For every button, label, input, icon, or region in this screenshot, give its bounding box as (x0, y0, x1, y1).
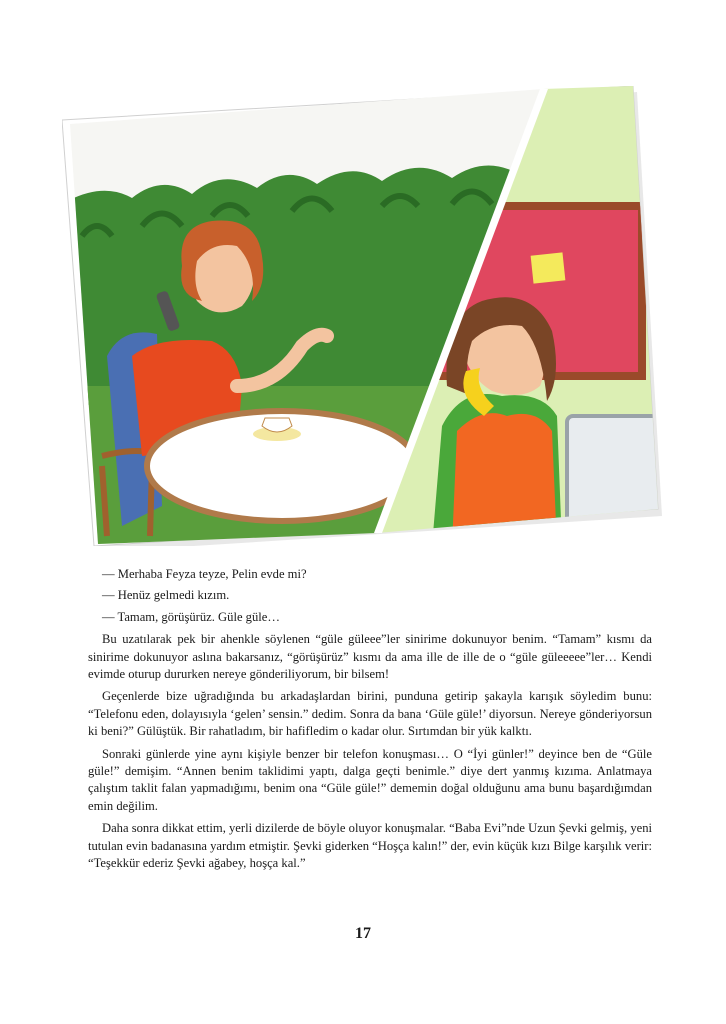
computer-monitor (567, 416, 662, 546)
paragraph-1: Bu uzatılarak pek bir ahenkle söylenen “güle güleee”ler sinirime dokunuyor benim. “Tamam” kısmı da sinirime dokunuyor aslına bakarsanız, “görüşürüz” kısmı da ama ille de ille de o “güle güleeeee”ler… Kendi evimde oturup dururken nereye gönderiliyorum, bir bilsem! (88, 632, 652, 682)
sticky-note (531, 252, 566, 283)
dialogue-line-2: — Henüz gelmedi kızım. (102, 588, 230, 603)
story-text (88, 566, 652, 873)
paragraph-3: Sonraki günlerde yine aynı kişiyle benzer bir telefon konuşması… O “İyi günler!” deyince ben de “Güle güle!” demişim. “Annen benim taklidimi yaptı, dalga geçti benimle.” diye dert yanmış kızıma. Anlatmaya çalıştım taklit falan yapmadığımı, benim ona “Güle güle!” dememin doğal olduğunu ama bunu başardığımdan emin değilim. (88, 746, 652, 813)
dialogue-line-3: — Tamam, görüşürüz. Güle güle… (102, 609, 280, 624)
paragraph-2: Geçenlerde bize uğradığında bu arkadaşlardan birini, punduna getirip şakayla karışık söyledim bunu: “Telefonu eden, dolayısıyla ‘gelen’ sensin.” dedim. Sonra da bana ‘Güle güle!’ diyorsun. Nereye gönderiyorsun ki beni?” Gülüştük. Bir rahatladım, bir hafifledim o kadar olur. Sırtımdan bir yük kalktı. (88, 689, 652, 739)
page-number: 17 (355, 925, 371, 942)
paragraph-4: Daha sonra dikkat ettim, yerli dizilerde de böyle oluyor konuşmalar. “Baba Evi”nde Uzun Şevki gelmiş, yeni tutulan evin badanasına yardım etmiştir. Şevki giderken “Hoşça kalın!” der, evin küçük kızı Bilge karşılık verir: “Teşekkür ederiz Şevki ağabey, hoşça kal.” (88, 821, 652, 871)
dialogue-line-1: — Merhaba Feyza teyze, Pelin evde mi? (102, 567, 307, 581)
illustration-two-women-on-phone (62, 86, 662, 546)
